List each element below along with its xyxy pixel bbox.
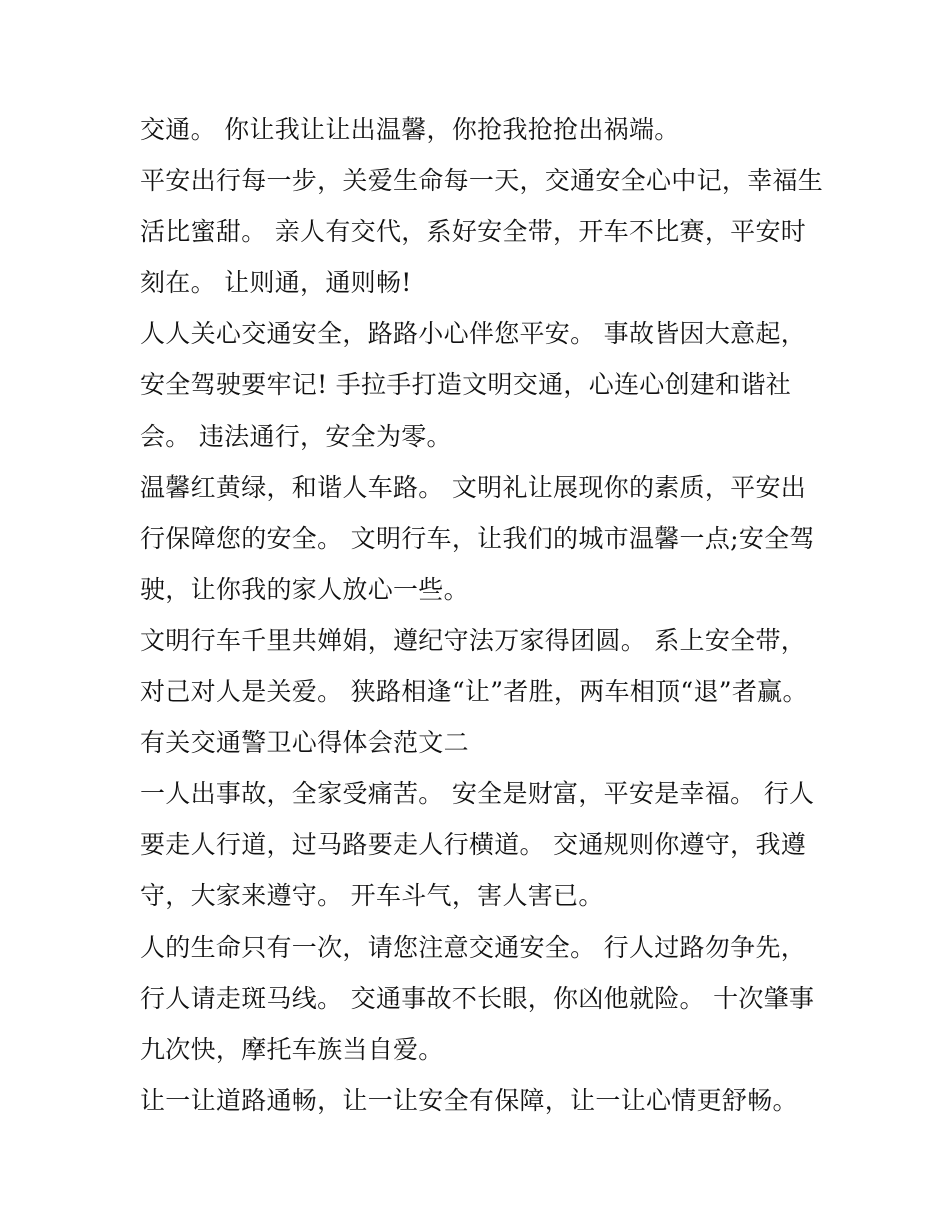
text-line: 对己对人是关爱。 狭路相逢“让”者胜，两车相顶“退”者赢。 <box>140 677 808 707</box>
text-line: 驶，让你我的家人放心一些。 <box>140 574 469 604</box>
text-line: 人人关心交通安全，路路小心伴您平安。 事故皆因大意起， <box>140 319 807 349</box>
document-body <box>140 110 830 1132</box>
text-line: 行保障您的安全。 文明行车，让我们的城市温馨一点;安全驾 <box>140 523 815 553</box>
text-line: 一人出事故，全家受痛苦。 安全是财富，平安是幸福。 行人 <box>140 779 815 809</box>
text-line: 人的生命只有一次，请您注意交通安全。 行人过路勿争先， <box>140 932 807 962</box>
text-line: 刻在。 让则通，通则畅! <box>140 268 412 298</box>
text-line: 九次快，摩托车族当自爱。 <box>140 1034 444 1064</box>
text-line: 让一让道路通畅，让一让安全有保障，让一让心情更舒畅。 <box>140 1085 798 1115</box>
text-line: 交通。 你让我让让出温馨，你抢我抢抢出祸端。 <box>140 115 680 144</box>
text-line: 安全驾驶要牢记! 手拉手打造文明交通，心连心创建和谐社 <box>140 370 792 400</box>
text-line: 行人请走斑马线。 交通事故不长眼，你凶他就险。 十次肇事 <box>140 983 815 1013</box>
section-heading: 有关交通警卫心得体会范文二 <box>140 728 469 758</box>
text-line: 守，大家来遵守。 开车斗气，害人害已。 <box>140 881 604 911</box>
text-line: 文明行车千里共婵娟，遵纪守法万家得团圆。 系上安全带， <box>140 625 807 655</box>
text-line: 温馨红黄绿，和谐人车路。 文明礼让展现你的素质，平安出 <box>140 472 807 502</box>
text-line: 会。 违法通行，安全为零。 <box>140 421 452 451</box>
text-line: 活比蜜甜。 亲人有交代，系好安全带，开车不比赛，平安时 <box>140 217 807 247</box>
text-line: 要走人行道，过马路要走人行横道。 交通规则你遵守，我遵 <box>140 830 807 860</box>
text-line: 平安出行每一步，关爱生命每一天，交通安全心中记，幸福生 <box>140 166 824 196</box>
